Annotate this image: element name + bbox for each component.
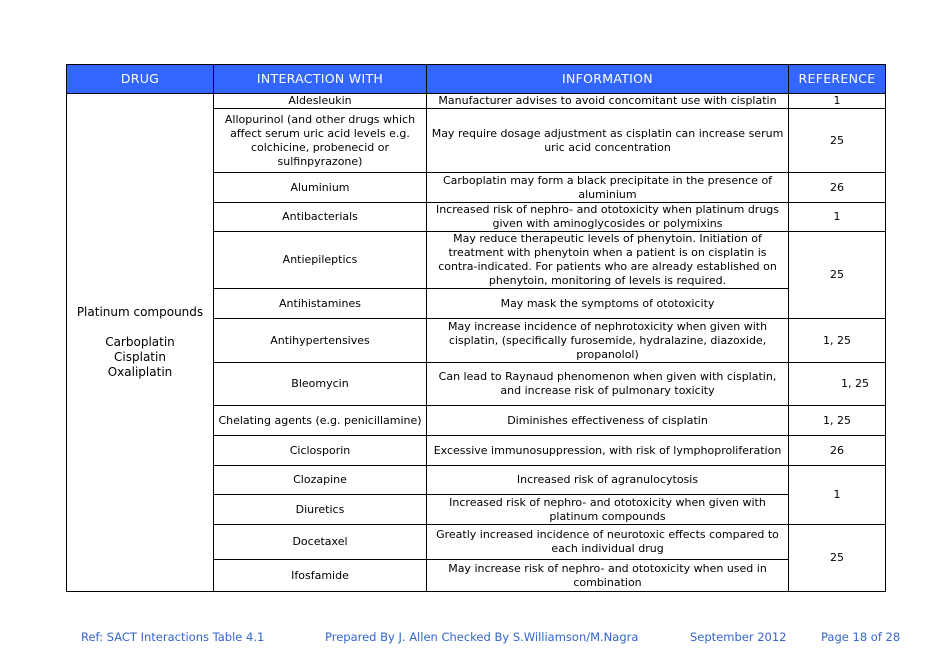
reference-cell: 1, 25 — [789, 406, 886, 436]
drug-member: Oxaliplatin — [107, 365, 173, 379]
interaction-cell: Clozapine — [214, 466, 427, 495]
information-cell: Greatly increased incidence of neurotoxic effects compared to each individual drug — [427, 525, 789, 560]
header-drug: DRUG — [67, 65, 214, 94]
interaction-cell: Ciclosporin — [214, 436, 427, 466]
information-cell: May require dosage adjustment as cisplatin can increase serum uric acid concentration — [427, 109, 789, 173]
drug-member: Cisplatin — [114, 350, 166, 364]
drug-group-title: Platinum compounds — [76, 305, 204, 319]
information-cell: May increase risk of nephro- and ototoxicity when used in combination — [427, 560, 789, 592]
information-cell: May mask the symptoms of ototoxicity — [427, 289, 789, 319]
interaction-cell: Ifosfamide — [214, 560, 427, 592]
information-cell: Diminishes effectiveness of cisplatin — [427, 406, 789, 436]
interaction-cell: Antiepileptics — [214, 232, 427, 289]
footer-prepared-by: Prepared By J. Allen Checked By S.Williamson/M.Nagra — [325, 630, 639, 644]
information-cell: Excessive immunosuppression, with risk of lymphoproliferation — [427, 436, 789, 466]
interaction-cell: Antihistamines — [214, 289, 427, 319]
interaction-cell: Antibacterials — [214, 203, 427, 232]
information-cell: May increase incidence of nephrotoxicity when given with cisplatin, (specifically furosemide, hydralazine, diazoxide, propanolol) — [427, 319, 789, 363]
header-information: INFORMATION — [427, 65, 789, 94]
information-cell: Carboplatin may form a black precipitate in the presence of aluminium — [427, 173, 789, 203]
reference-cell: 26 — [789, 436, 886, 466]
interaction-cell: Bleomycin — [214, 363, 427, 406]
interaction-cell: Docetaxel — [214, 525, 427, 560]
information-cell: May reduce therapeutic levels of phenytoin. Initiation of treatment with phenytoin when a patient is on cisplatin is contra-indicated. For patients who are already established on phenytoin, monitoring of levels is required. — [427, 232, 789, 289]
interactions-table — [66, 64, 886, 592]
information-cell: Increased risk of nephro- and ototoxicity when platinum drugs given with aminoglycosides or polymixins — [427, 203, 789, 232]
table-row — [67, 94, 886, 109]
interaction-cell: Aluminium — [214, 173, 427, 203]
footer-ref: Ref: SACT Interactions Table 4.1 — [81, 630, 265, 644]
interaction-cell: Chelating agents (e.g. penicillamine) — [214, 406, 427, 436]
reference-cell: 25 — [789, 232, 886, 319]
interaction-cell: Antihypertensives — [214, 319, 427, 363]
drug-member: Carboplatin — [105, 335, 175, 349]
reference-cell: 25 — [789, 525, 886, 592]
information-cell: Increased risk of agranulocytosis — [427, 466, 789, 495]
table-header-row — [67, 65, 886, 94]
information-cell: Manufacturer advises to avoid concomitant use with cisplatin — [427, 94, 789, 109]
footer-date: September 2012 — [690, 630, 787, 644]
header-interaction-with: INTERACTION WITH — [214, 65, 427, 94]
interaction-cell: Aldesleukin — [214, 94, 427, 109]
reference-cell: 1 — [789, 203, 886, 232]
drug-group-cell — [67, 94, 214, 592]
reference-cell: 25 — [789, 109, 886, 173]
reference-cell: 1 — [789, 466, 886, 525]
reference-cell: 1 — [789, 94, 886, 109]
reference-cell: 1, 25 — [789, 363, 886, 406]
reference-cell: 1, 25 — [789, 319, 886, 363]
reference-cell: 26 — [789, 173, 886, 203]
information-cell: Increased risk of nephro- and ototoxicity when given with platinum compounds — [427, 495, 789, 525]
information-cell: Can lead to Raynaud phenomenon when given with cisplatin, and increase risk of pulmonary toxicity — [427, 363, 789, 406]
footer-page-number: Page 18 of 28 — [821, 630, 901, 644]
interaction-cell: Diuretics — [214, 495, 427, 525]
header-reference: REFERENCE — [789, 65, 886, 94]
interaction-cell: Allopurinol (and other drugs which affect serum uric acid levels e.g. colchicine, probenecid or sulfinpyrazone) — [214, 109, 427, 173]
